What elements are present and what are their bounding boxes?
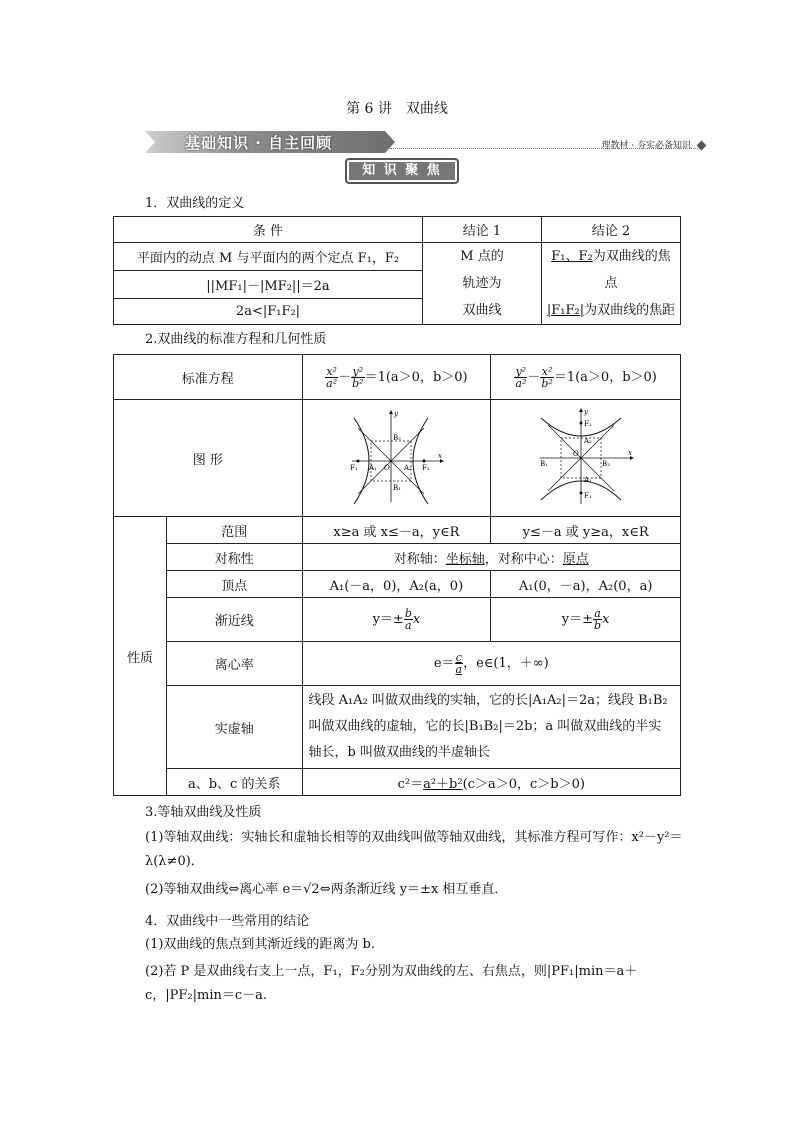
- rel-sum: a²＋b²: [423, 776, 463, 792]
- fig2-label-b1: B₁: [539, 460, 548, 468]
- sub-banner: 知 识 聚 焦: [345, 158, 459, 184]
- relation-value: [302, 769, 680, 796]
- eq1-tail: ＝1(a＞0，b＞0): [364, 369, 468, 385]
- fig2-label-a1: A₁: [583, 476, 592, 484]
- hyperbola-y-figure: [536, 406, 636, 506]
- axis-value: 线段 A₁A₂ 叫做双曲线的实轴，它的长|A₁A₂|＝2a；线段 B₁B₂叫做双曲线的虚轴，它的长|B₁B₂|＝2b；a 叫做双曲线的半实轴长，b 叫做双曲线的半虚轴长: [302, 686, 680, 769]
- c2-text-2: 点: [604, 276, 618, 291]
- axis-label: 实虚轴: [166, 686, 302, 769]
- range-1: x≥a 或 x≤－a，y∈R: [302, 517, 491, 544]
- c2-text-3: 为双曲线的焦距: [584, 303, 676, 318]
- symmetry-value: [302, 544, 680, 571]
- fig2-label-f2: F₂: [583, 420, 592, 428]
- std-eq-1: $\frac{\text{x²}}{\text{a²}}$ － $\frac{\text{y²}}{\text{b²}}$ ＝1(a＞0，b＞0): [302, 355, 491, 400]
- std-eq-2: $\frac{\text{y²}}{\text{a²}}$ － $\frac{\text{x²}}{\text{b²}}$ ＝1(a＞0，b＞0): [491, 355, 681, 400]
- fig2-label-y: y: [583, 408, 588, 416]
- fig1-label-o: O: [384, 464, 391, 472]
- header-condition: 条 件: [114, 217, 423, 243]
- fig1-label-b1: B₁: [393, 484, 402, 492]
- fig1-label-f1: F₁: [350, 464, 359, 472]
- lecture-title: 第 6 讲 双曲线: [346, 101, 448, 117]
- ecc-post: ，e∈(1，＋∞): [463, 656, 549, 671]
- vertex-2: A₁(0，－a)，A₂(0，a): [491, 571, 681, 598]
- figure-1-cell: [302, 400, 491, 517]
- conclusion-1-cell: [423, 243, 542, 325]
- header-conclusion-2: 结论 2: [542, 217, 681, 243]
- fig1-label-y: y: [394, 410, 399, 418]
- eq2-tail: ＝1(a＞0，b＞0): [553, 369, 657, 385]
- banner-subtitle: 理教材 · 夯实必备知识: [601, 141, 691, 151]
- fig2-label-a2: A₂: [583, 437, 592, 445]
- vertex-1: A₁(－a，0)，A₂(a，0): [302, 571, 491, 598]
- range-2: y≤－a 或 y≥a，x∈R: [491, 517, 681, 544]
- asymptote-2: y＝± $\frac{a}{b}$ x: [491, 598, 681, 642]
- conclusion-2-cell: [542, 243, 681, 325]
- symmetry-label: 对称性: [166, 544, 302, 571]
- sym-text-1: 对称轴：: [393, 551, 446, 567]
- condition-row-3: 2a<|F₁F₂|: [114, 299, 423, 325]
- asym1-pre: y＝±: [372, 612, 404, 627]
- eccentricity-label: 离心率: [166, 642, 302, 686]
- header-conclusion-1: 结论 1: [423, 217, 542, 243]
- banner-title: 基础知识 · 自主回顾: [185, 134, 333, 152]
- asym2-pre: y＝±: [561, 612, 594, 627]
- c2-text-1: 为双曲线的焦: [592, 249, 671, 264]
- c1-line-1: M 点的: [460, 249, 504, 264]
- fig2-label-x: x: [627, 449, 632, 457]
- fig1-label-x: x: [438, 452, 443, 460]
- sym-text-2: ，对称中心：: [484, 551, 563, 567]
- sym-axes: 坐标轴: [445, 551, 485, 567]
- c1-line-3: 双曲线: [462, 303, 502, 318]
- fig2-label-b2: B₂: [601, 460, 610, 468]
- section-2-heading: 2.双曲线的标准方程和几何性质: [145, 332, 327, 347]
- s4-paragraph-1: (1)双曲线的焦点到其渐近线的距离为 b.: [145, 937, 376, 952]
- section-1-heading: 1．双曲线的定义: [145, 196, 245, 211]
- fig1-label-a1: A₁: [369, 464, 378, 472]
- hyperbola-x-figure: [346, 406, 446, 506]
- fig1-label-b2: B₂: [393, 434, 402, 442]
- c2-distance: |F₁F₂|: [546, 303, 585, 318]
- vertex-label: 顶点: [166, 571, 302, 598]
- section-4-heading: 4．双曲线中一些常用的结论: [145, 914, 310, 929]
- fig2-label-o: O: [572, 450, 579, 458]
- condition-row-1: 平面内的动点 M 与平面内的两个定点 F₁，F₂: [114, 243, 423, 271]
- fig1-label-f2: F₂: [422, 464, 431, 472]
- s3-paragraph-1: (1)等轴双曲线：实轴长和虚轴长相等的双曲线叫做等轴双曲线，其标准方程可写作：x²－y²＝λ(λ≠0)．: [145, 830, 683, 869]
- range-label: 范围: [166, 517, 302, 544]
- s3-paragraph-2: (2)等轴双曲线⇔离心率 e＝√2⇔两条渐近线 y＝±x 相互垂直．: [145, 882, 508, 897]
- figure-label: 图 形: [114, 400, 303, 517]
- s4-paragraph-2: (2)若 P 是双曲线右支上一点，F₁，F₂分别为双曲线的左、右焦点，则|PF₁|min＝a＋c，|PF₂|min＝c－a.: [145, 964, 638, 1003]
- definition-table: [113, 216, 681, 325]
- rel-post: (c＞a＞0，c＞b＞0): [462, 776, 585, 792]
- fig2-label-f1: F₁: [583, 492, 592, 500]
- c2-foci: F₁、F₂: [551, 249, 593, 264]
- sym-origin: 原点: [562, 551, 589, 567]
- asymptote-1: y＝± $\frac{b}{a}$ x: [302, 598, 491, 642]
- section-3-heading: 3.等轴双曲线及性质: [145, 805, 262, 820]
- c1-line-2: 轨迹为: [462, 276, 502, 291]
- ecc-pre: e＝: [433, 656, 455, 671]
- section-banner: [145, 128, 705, 154]
- condition-row-2: ||MF₁|－|MF₂||＝2a: [114, 271, 423, 299]
- rel-pre: c²＝: [397, 776, 424, 792]
- std-eq-label: 标准方程: [114, 355, 303, 400]
- relation-label: a、b、c 的关系: [166, 769, 302, 796]
- asymptote-label: 渐近线: [166, 598, 302, 642]
- figure-2-cell: [491, 400, 681, 517]
- eccentricity-value: e＝ $\frac{c}{a}$ ，e∈(1，＋∞): [302, 642, 680, 686]
- properties-table: [113, 354, 681, 796]
- fig1-label-a2: A₂: [404, 464, 413, 472]
- properties-label: 性质: [114, 517, 167, 796]
